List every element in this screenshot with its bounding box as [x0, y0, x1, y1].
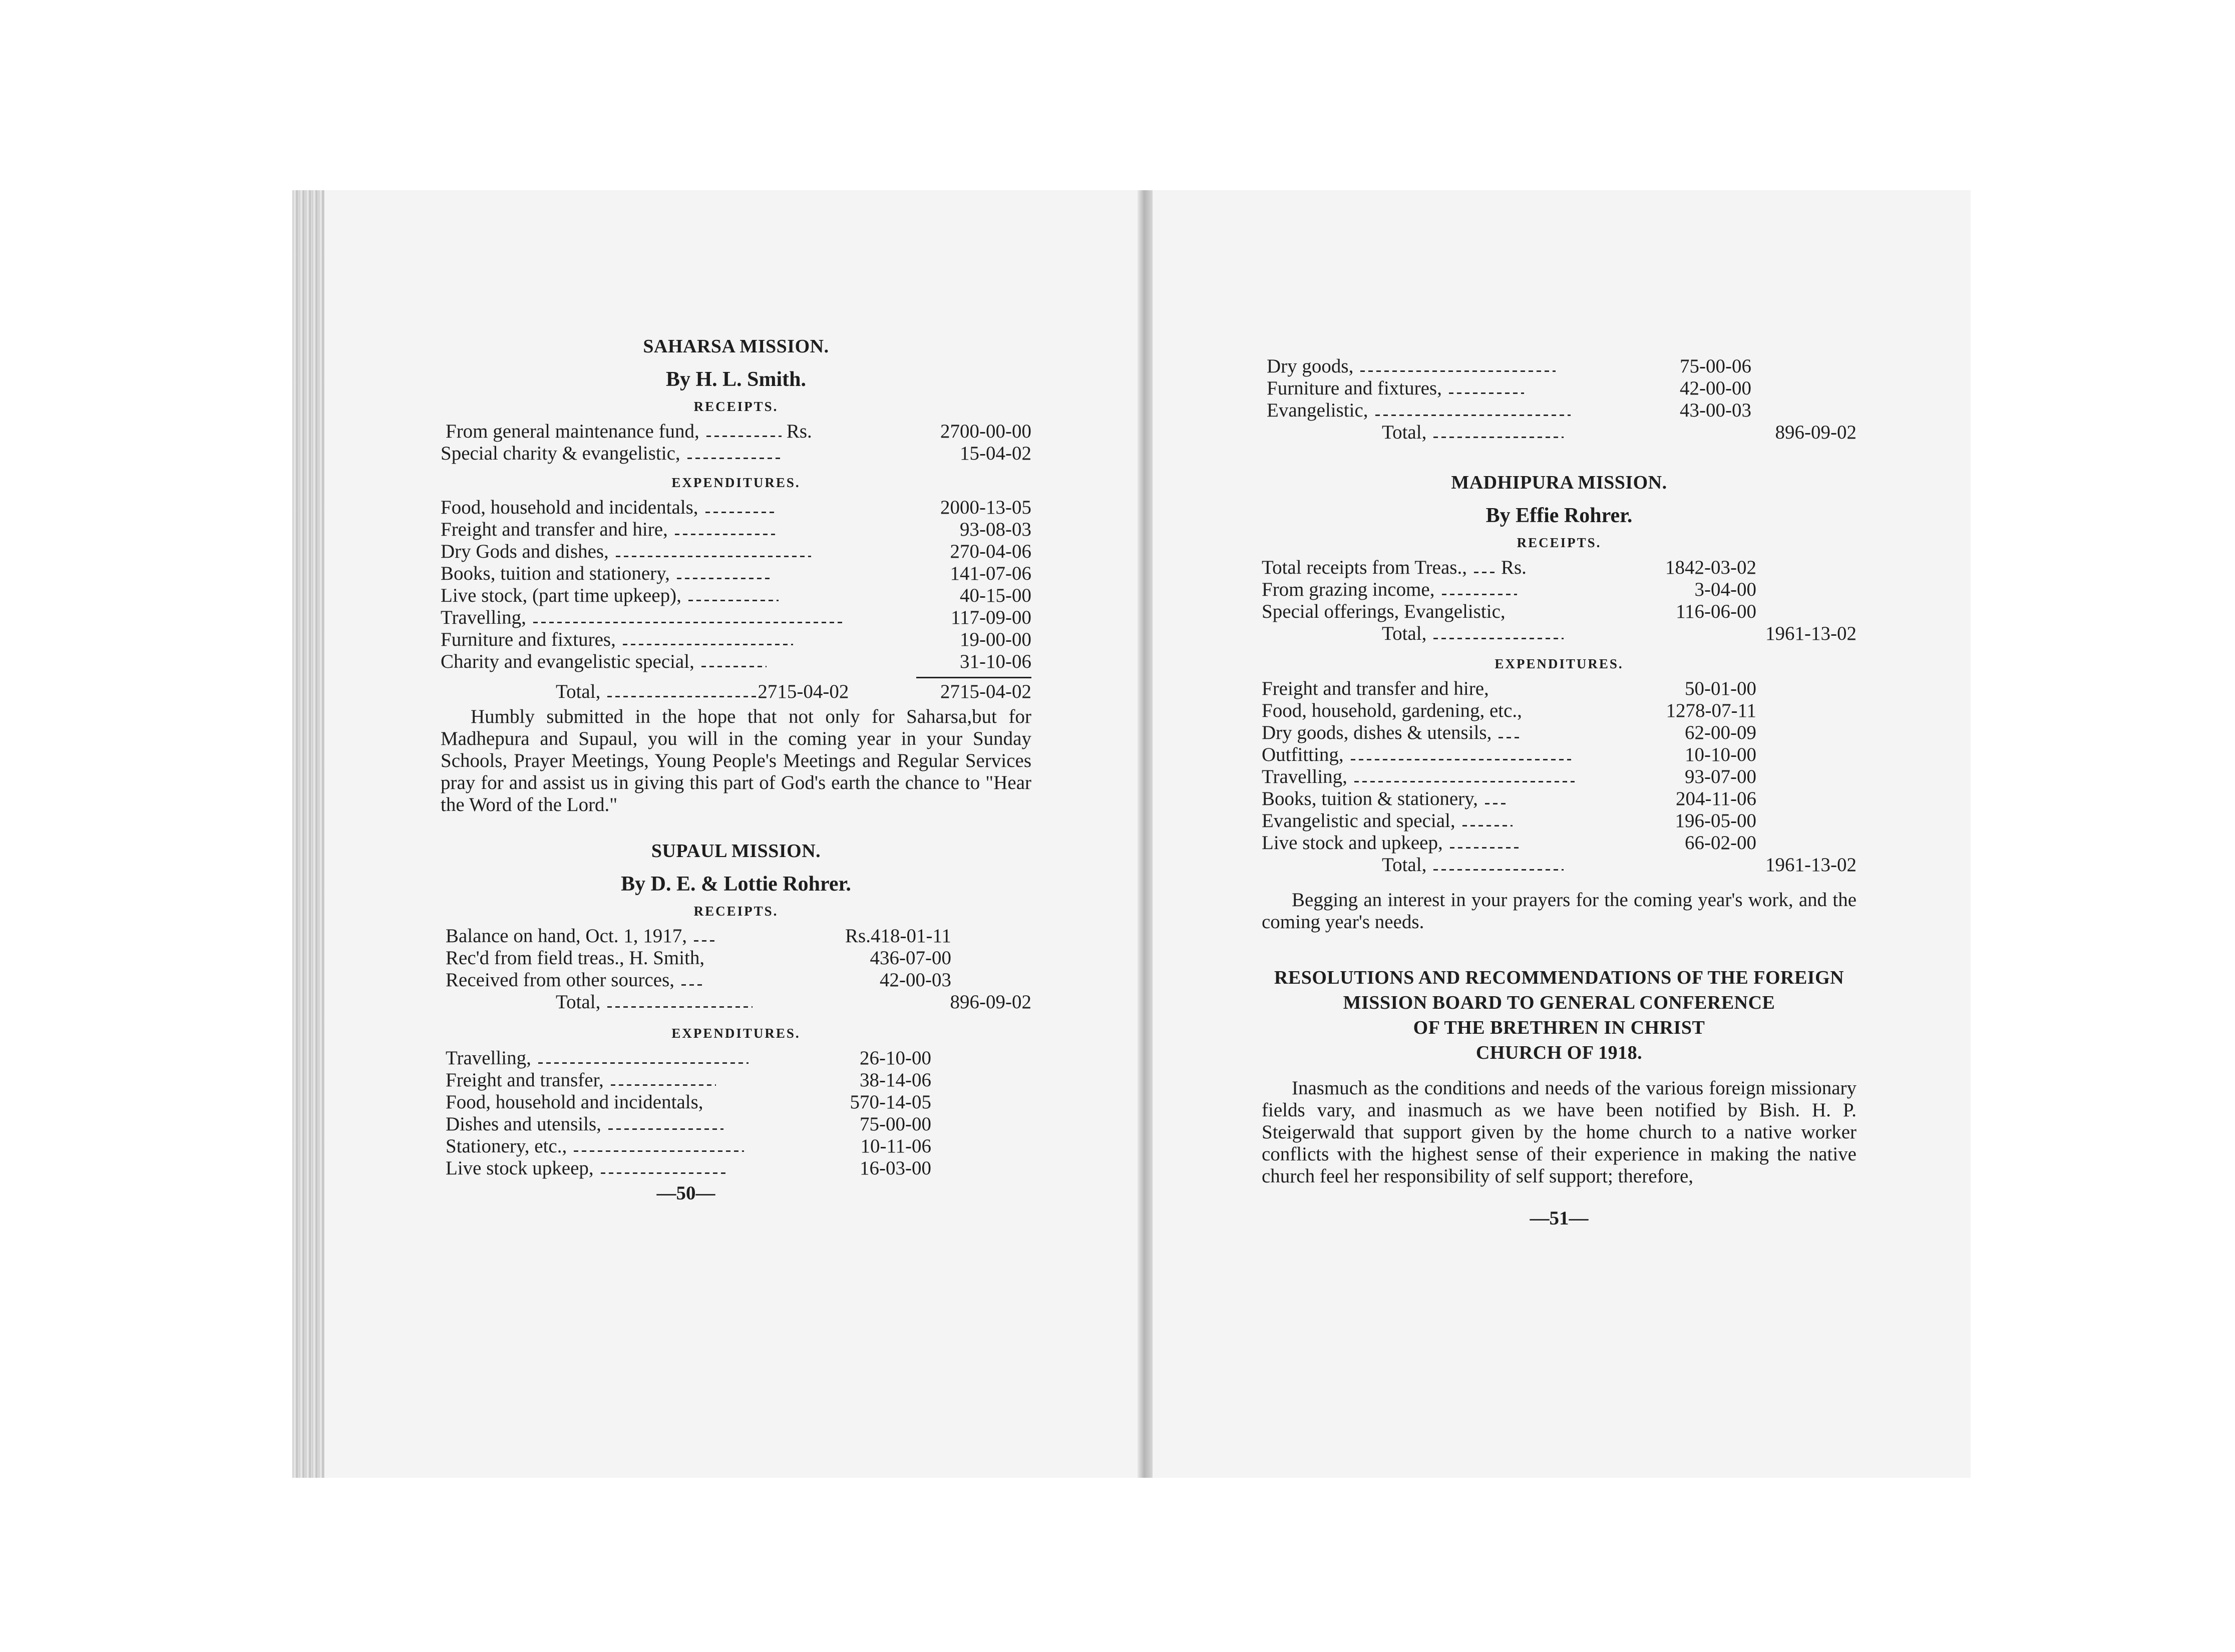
ledger-amount: 19-00-00 — [960, 629, 1031, 650]
ledger-row — [441, 1091, 1031, 1113]
ledger-desc: Furniture and fixtures, — [1267, 377, 1442, 399]
ledger-desc: Travelling, — [446, 1047, 531, 1069]
saharsa-byline: By H. L. Smith. — [665, 368, 807, 391]
madhipura-paragraph: Begging an interest in your prayers for the coming year's work, and the coming year's needs. — [1262, 889, 1856, 933]
left-page-content — [441, 335, 1031, 1204]
ledger-row — [441, 1069, 1031, 1091]
ledger-amount: 196-05-00 — [1675, 810, 1756, 832]
ledger-amount: 1278-07-11 — [1666, 700, 1756, 721]
resolutions-heading-line: MISSION BOARD TO GENERAL CONFERENCE — [1343, 992, 1775, 1013]
ledger-row — [1262, 678, 1856, 700]
page-edges — [292, 190, 324, 1478]
leader-dashes — [1433, 860, 1564, 871]
saharsa-paragraph: Humbly submitted in the hope that not only for Saharsa,but for Madhepura and Supaul, you will in the coming year in your Sunday Schools, Prayer Meetings, Young People's Meetings and Regular Services pray for and assist us in giving this part of God's earth the chance to "Hear the Word of the Lord." — [441, 706, 1031, 815]
leader-dashes — [1442, 585, 1517, 596]
ledger-row — [441, 925, 1031, 947]
ledger-amount: 204-11-06 — [1675, 788, 1756, 809]
total-row — [1262, 623, 1856, 645]
ledger-amount: 50-01-00 — [1685, 678, 1756, 699]
ledger-desc: Books, tuition & stationery, — [1262, 788, 1478, 809]
right-page — [1153, 190, 1971, 1478]
leader-dashes — [1360, 361, 1556, 372]
leader-dashes — [675, 525, 775, 536]
ledger-amount: 3-04-00 — [1694, 579, 1756, 600]
ledger-desc: From general maintenance fund, — [446, 421, 699, 442]
leader-dashes — [616, 547, 811, 558]
total-amount: 2715-04-02 — [940, 681, 1031, 702]
ledger-row — [441, 1135, 1031, 1157]
ledger-amount: 10-11-06 — [860, 1135, 931, 1157]
leader-dashes — [706, 427, 782, 438]
ledger-row — [441, 607, 1031, 629]
total-label: Total, — [556, 681, 601, 702]
ledger-row — [441, 1113, 1031, 1135]
ledger-desc: Evangelistic, — [1267, 399, 1368, 421]
book-gutter — [1138, 190, 1153, 1478]
ledger-row — [1262, 722, 1856, 744]
madhipura-expenditures-label: EXPENDITURES. — [1495, 656, 1624, 671]
leader-dashes — [1450, 838, 1520, 849]
left-page — [324, 190, 1138, 1478]
leader-dashes — [601, 1163, 726, 1174]
ledger-amount: 38-14-06 — [860, 1069, 931, 1091]
ledger-desc: Live stock, (part time upkeep), — [441, 585, 681, 606]
leader-dashes — [677, 569, 772, 580]
ledger-desc: Furniture and fixtures, — [441, 629, 616, 650]
ledger-desc: Dry Gods and dishes, — [441, 541, 609, 562]
total-amount: 2715-04-02 — [758, 681, 849, 702]
leader-dashes — [1375, 405, 1571, 417]
supaul-receipts-label: RECEIPTS. — [693, 904, 779, 919]
ledger-row — [1262, 810, 1856, 832]
total-row — [1262, 854, 1856, 876]
resolutions-heading-line: CHURCH OF 1918. — [1475, 1042, 1643, 1063]
supaul-heading: SUPAUL MISSION. — [651, 841, 821, 862]
ledger-desc: Received from other sources, — [446, 969, 674, 991]
ledger-amount: 2000-13-05 — [940, 497, 1031, 518]
ledger-desc: Rec'd from field treas., H. Smith, — [446, 947, 705, 969]
total-amount: 896-09-02 — [950, 991, 1031, 1013]
total-amount: 896-09-02 — [1775, 422, 1856, 443]
supaul-expenditures-label: EXPENDITURES. — [671, 1026, 801, 1041]
ledger-amount: 16-03-00 — [860, 1157, 931, 1179]
leader-dashes — [694, 931, 716, 942]
ledger-amount: 26-10-00 — [860, 1047, 931, 1069]
ledger-desc: Total receipts from Treas., — [1262, 557, 1467, 578]
leader-dashes — [1354, 772, 1575, 783]
ledger-row — [1262, 788, 1856, 810]
total-label: Total, — [1382, 623, 1427, 644]
ledger-desc: Freight and transfer, — [446, 1069, 604, 1091]
ledger-row — [441, 947, 1031, 969]
ledger-desc: Food, household and incidentals, — [441, 497, 698, 518]
ledger-row — [441, 563, 1031, 585]
saharsa-receipts-label: RECEIPTS. — [693, 399, 779, 414]
ledger-amount: 116-06-00 — [1675, 601, 1756, 622]
leader-dashes — [1433, 629, 1564, 640]
leader-dashes — [623, 635, 793, 646]
total-label: Total, — [1382, 854, 1427, 876]
ledger-desc: Dry goods, — [1267, 355, 1354, 377]
ledger-desc: Freight and transfer and hire, — [441, 519, 668, 540]
ledger-desc: Special offerings, Evangelistic, — [1262, 601, 1506, 622]
resolutions-paragraph: Inasmuch as the conditions and needs of the various foreign missionary fields vary, and inasmuch as we have been notified by Bish. H. P. Steigerwald that support given by the home church to a native worker conflicts with the highest sense of their experience in making the native church feel her responsibility of self support; therefore, — [1262, 1077, 1856, 1187]
madhipura-receipts-label: RECEIPTS. — [1517, 535, 1602, 550]
ledger-amount: 62-00-09 — [1685, 722, 1756, 743]
total-label: Total, — [556, 991, 601, 1013]
page-number-right: —51— — [1530, 1207, 1589, 1229]
ledger-amount: 1842-03-02 — [1665, 557, 1756, 578]
ledger-desc: Special charity & evangelistic, — [441, 443, 680, 464]
ledger-amount: 270-04-06 — [950, 541, 1031, 562]
leader-dashes — [1449, 383, 1524, 394]
ledger-row — [441, 497, 1031, 519]
ledger-row — [441, 969, 1031, 991]
ledger-amount: 15-04-02 — [960, 443, 1031, 464]
ledger-amount: 141-07-06 — [950, 563, 1031, 584]
leader-dashes — [533, 613, 844, 624]
ledger-row — [1262, 601, 1856, 623]
ledger-amount: 75-00-00 — [860, 1113, 931, 1135]
total-rule-wrap — [441, 673, 1031, 681]
resolutions-heading-line: OF THE BRETHREN IN CHRIST — [1413, 1017, 1705, 1038]
ledger-desc: Evangelistic and special, — [1262, 810, 1455, 832]
leader-dashes — [705, 503, 776, 514]
leader-dashes — [687, 449, 783, 460]
ledger-row — [1262, 579, 1856, 601]
ledger-amount: 66-02-00 — [1685, 832, 1756, 854]
saharsa-expenditures-label: EXPENDITURES. — [671, 475, 801, 490]
madhipura-heading: MADHIPURA MISSION. — [1451, 472, 1667, 493]
saharsa-heading: SAHARSA MISSION. — [643, 336, 829, 357]
ledger-amount: 436-07-00 — [870, 947, 951, 969]
ledger-amount: Rs.418-01-11 — [845, 925, 951, 947]
ledger-desc: Stationery, etc., — [446, 1135, 567, 1157]
leader-dashes — [1485, 794, 1507, 805]
ledger-desc: Food, household and incidentals, — [446, 1091, 703, 1113]
ledger-desc: Dry goods, dishes & utensils, — [1262, 722, 1492, 743]
ledger-row — [441, 1047, 1031, 1069]
leader-dashes — [538, 1053, 749, 1064]
ledger-row — [1262, 399, 1856, 422]
leader-dashes — [1499, 728, 1521, 739]
page-number-left: —50— — [656, 1182, 715, 1204]
madhipura-byline: By Effie Rohrer. — [1485, 504, 1633, 527]
ledger-desc: Books, tuition and stationery, — [441, 563, 670, 584]
resolutions-heading-line: RESOLUTIONS AND RECOMMENDATIONS OF THE FOREIGN — [1274, 967, 1844, 988]
leader-dashes — [1462, 816, 1513, 827]
leader-dashes — [611, 1075, 716, 1086]
ledger-row — [441, 519, 1031, 541]
ledger-desc: Travelling, — [1262, 766, 1347, 787]
ledger-row — [441, 585, 1031, 607]
leader-dashes — [1351, 750, 1571, 761]
ledger-desc: Dishes and utensils, — [446, 1113, 601, 1135]
leader-dashes — [681, 975, 703, 986]
ledger-amount: 40-15-00 — [960, 585, 1031, 606]
ledger-row — [1262, 744, 1856, 766]
total-label: Total, — [1382, 422, 1427, 443]
ledger-desc: Charity and evangelistic special, — [441, 651, 694, 672]
ledger-desc: Freight and transfer and hire, — [1262, 678, 1489, 699]
ledger-row — [441, 629, 1031, 651]
ledger-row — [1262, 700, 1856, 722]
leader-dashes — [608, 1119, 723, 1130]
ledger-row — [1262, 377, 1856, 399]
rupee-label: Rs. — [1501, 557, 1527, 578]
ledger-amount: 75-00-06 — [1680, 355, 1751, 377]
ledger-amount: 43-00-03 — [1680, 399, 1751, 421]
ledger-desc: Outfitting, — [1262, 744, 1344, 765]
total-rule — [916, 677, 1031, 678]
total-amount: 1961-13-02 — [1765, 854, 1856, 876]
total-row — [441, 681, 1031, 703]
ledger-amount: 42-00-00 — [1680, 377, 1751, 399]
total-row — [1262, 422, 1856, 444]
ledger-desc: Food, household, gardening, etc., — [1262, 700, 1522, 721]
ledger-desc: Balance on hand, Oct. 1, 1917, — [446, 925, 687, 947]
total-amount: 1961-13-02 — [1765, 623, 1856, 644]
leader-dashes — [574, 1141, 744, 1152]
ledger-amount: 2700-00-00 — [940, 421, 1031, 442]
ledger-amount: 42-00-03 — [880, 969, 951, 991]
ledger-row — [441, 1157, 1031, 1179]
ledger-row — [1262, 557, 1856, 579]
leader-dashes — [607, 687, 758, 698]
ledger-amount: 93-07-00 — [1685, 766, 1756, 787]
ledger-desc: Live stock and upkeep, — [1262, 832, 1443, 854]
right-page-content — [1262, 355, 1856, 1229]
ledger-row — [1262, 832, 1856, 854]
leader-dashes — [1433, 428, 1564, 439]
ledger-amount: 117-09-00 — [950, 607, 1031, 628]
ledger-row — [441, 443, 1031, 465]
ledger-row — [1262, 355, 1856, 377]
ledger-amount: 570-14-05 — [850, 1091, 931, 1113]
rupee-label: Rs. — [786, 421, 812, 442]
ledger-row — [441, 541, 1031, 563]
ledger-amount: 93-08-03 — [960, 519, 1031, 540]
ledger-row — [441, 421, 1031, 443]
leader-dashes — [607, 997, 753, 1008]
resolutions-heading — [1262, 965, 1856, 1065]
ledger-amount: 31-10-06 — [960, 651, 1031, 672]
ledger-row — [1262, 766, 1856, 788]
supaul-byline: By D. E. & Lottie Rohrer. — [621, 873, 851, 896]
ledger-amount: 10-10-00 — [1685, 744, 1756, 765]
ledger-desc: Live stock upkeep, — [446, 1157, 594, 1179]
ledger-desc: Travelling, — [441, 607, 526, 628]
ledger-row — [441, 651, 1031, 673]
total-row — [441, 991, 1031, 1013]
ledger-desc: From grazing income, — [1262, 579, 1435, 600]
leader-dashes — [701, 657, 767, 668]
leader-dashes — [1474, 563, 1496, 574]
leader-dashes — [688, 591, 779, 602]
